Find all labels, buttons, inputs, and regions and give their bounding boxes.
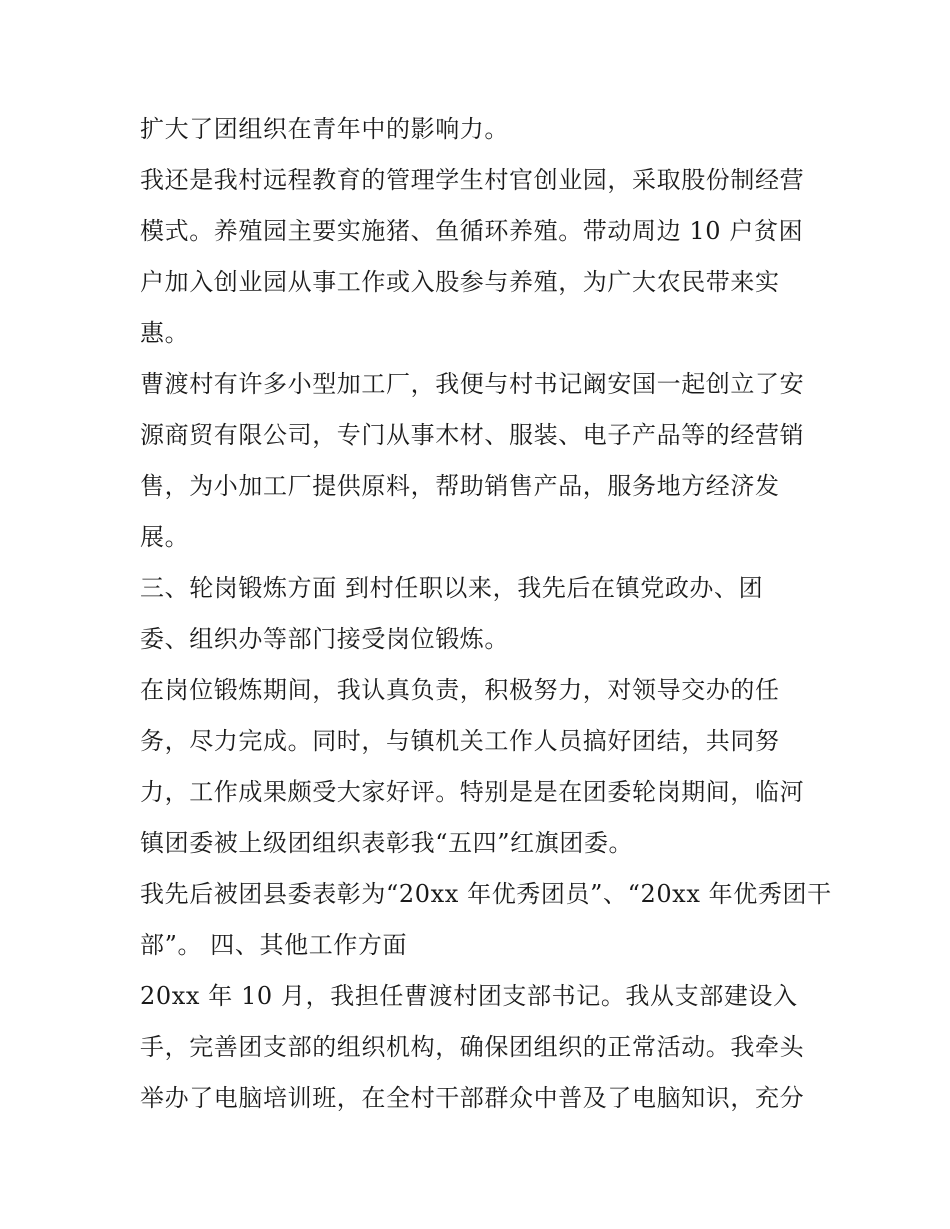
text-line: 售，为小加工厂提供原料，帮助销售产品，服务地方经济发 (140, 472, 780, 500)
text-line: 展。 (140, 523, 190, 551)
text-line: 曹渡村有许多小型加工厂，我便与村书记阚安国一起创立了安 (140, 370, 805, 398)
text-line: 源商贸有限公司，专门从事木材、服装、电子产品等的经营销 (140, 421, 805, 449)
text-line: 部”。 四、其他工作方面 (140, 931, 408, 959)
text-line: 户加入创业园从事工作或入股参与养殖，为广大农民带来实 (140, 268, 780, 296)
text-line: 委、组织办等部门接受岗位锻炼。 (140, 625, 509, 653)
document-body (140, 104, 832, 1124)
text-line: 镇团委被上级团组织表彰我“五四”红旗团委。 (140, 829, 634, 857)
text-line: 扩大了团组织在青年中的影响力。 (140, 115, 509, 143)
text-line: 我还是我村远程教育的管理学生村官创业园，采取股份制经营 (140, 166, 805, 194)
text-line: 手，完善团支部的组织机构，确保团组织的正常活动。我牵头 (140, 1033, 805, 1061)
text-line: 三、轮岗锻炼方面 到村任职以来，我先后在镇党政办、团 (140, 574, 764, 602)
text-line: 惠。 (140, 319, 190, 347)
text-line: 举办了电脑培训班，在全村干部群众中普及了电脑知识，充分 (140, 1084, 805, 1112)
text-line: 力，工作成果颇受大家好评。特别是是在团委轮岗期间，临河 (140, 778, 805, 806)
text-line: 模式。养殖园主要实施猪、鱼循环养殖。带动周边 10 户贫困 (140, 217, 804, 245)
text-line: 20xx 年 10 月，我担任曹渡村团支部书记。我从支部建设入 (140, 982, 798, 1010)
text-line: 在岗位锻炼期间，我认真负责，积极努力，对领导交办的任 (140, 676, 780, 704)
text-line: 务，尽力完成。同时，与镇机关工作人员搞好团结，共同努 (140, 727, 780, 755)
text-line: 我先后被团县委表彰为“20xx 年优秀团员”、“20xx 年优秀团干 (140, 880, 832, 908)
